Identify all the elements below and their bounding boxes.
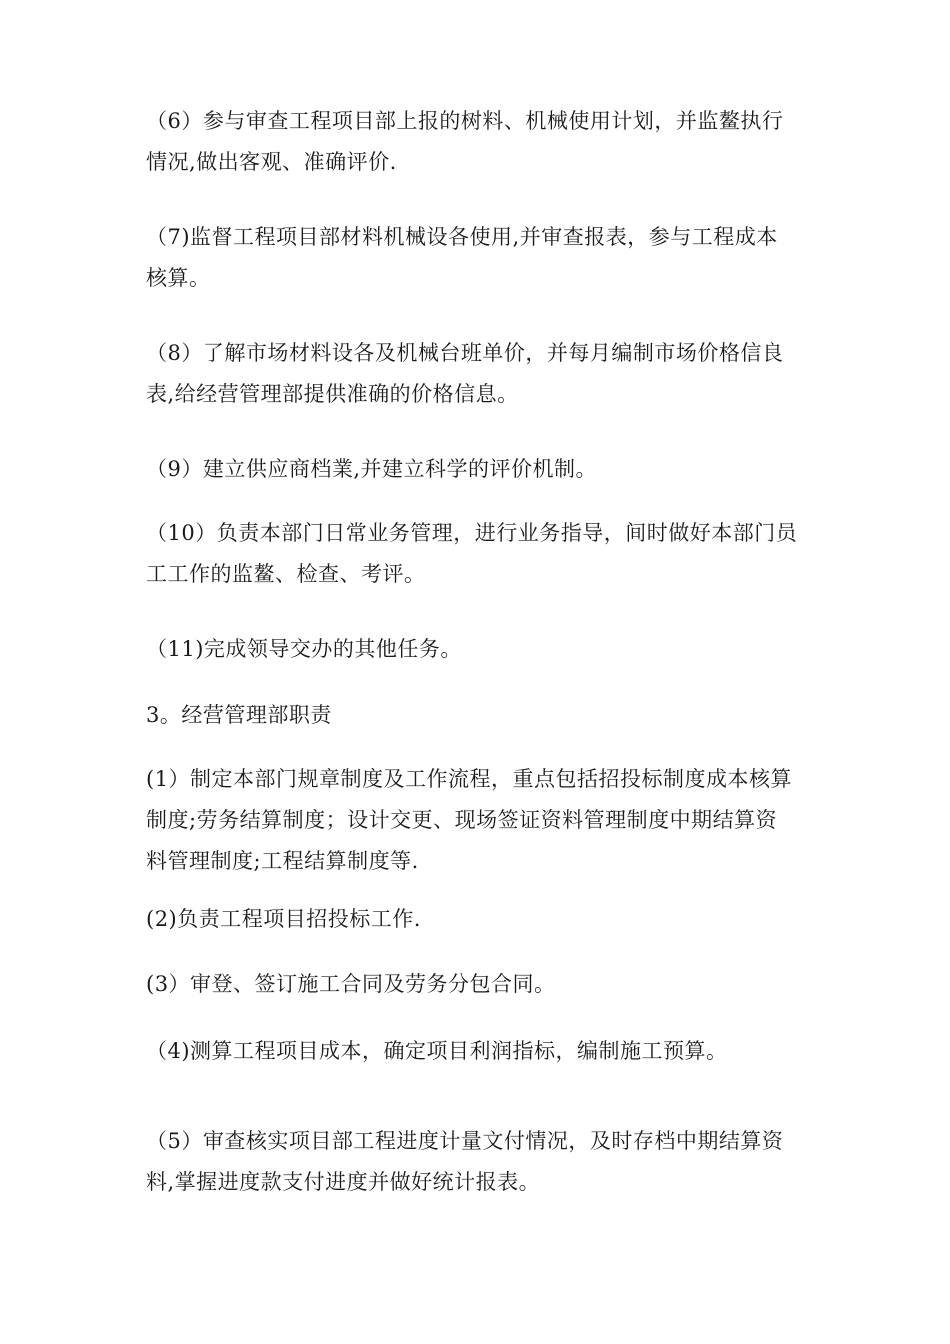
text-line: 核算。 — [146, 266, 211, 290]
section-heading — [146, 695, 818, 736]
paragraph-section3-item-2 — [146, 899, 818, 940]
text-line: 料管理制度;工程结算制度等. — [146, 849, 419, 873]
text-line: （7)监督工程项目部材料机械设各使用,并审查报表，参与工程成本 — [146, 225, 778, 249]
paragraph-item-10 — [146, 513, 818, 595]
paragraph-item-7 — [146, 217, 818, 299]
paragraph-section3-item-5 — [146, 1121, 818, 1203]
text-line: （9）建立供应商档業,并建立科学的评价机制。 — [146, 457, 598, 481]
text-line: （4)测算工程项目成本，确定项目利润指标，编制施工预算。 — [146, 1039, 728, 1063]
text-line: (3）审登、签订施工合同及劳务分包合同。 — [146, 972, 556, 996]
section-title: 3。经营管理部职责 — [146, 703, 332, 727]
paragraph-item-8 — [146, 333, 818, 415]
paragraph-section3-item-1 — [146, 759, 818, 882]
paragraph-section3-item-4 — [146, 1031, 818, 1072]
paragraph-item-6 — [146, 101, 818, 183]
text-line: （10）负责本部门日常业务管理，进行业务指导，间时做好本部门员 — [146, 521, 798, 545]
text-line: （11)完成领导交办的其他任务。 — [146, 637, 462, 661]
text-line: （8）了解市场材料设各及机械台班单价，并每月编制市场价格信良 — [146, 341, 784, 365]
text-line: 制度;劳务结算制度；设计交更、现场签证资料管理制度中期结算资 — [146, 808, 778, 832]
text-line: 表,给经营管理部提供准确的价格信息。 — [146, 382, 519, 406]
text-line: (2)负责工程项目招投标工作. — [146, 907, 421, 931]
text-line: （5）审查核实项目部工程进度计量文付情况，及时存档中期结算资 — [146, 1129, 784, 1153]
text-line: 情况,做出客观、准确评价. — [146, 150, 397, 174]
paragraph-item-9 — [146, 449, 818, 490]
text-line: (1）制定本部门规章制度及工作流程，重点包括招投标制度成本核算 — [146, 767, 793, 791]
paragraph-section3-item-3 — [146, 964, 818, 1005]
text-line: 料,掌握进度款支付进度并做好统计报表。 — [146, 1170, 541, 1194]
text-line: （6）参与审查工程项目部上报的树料、机械使用计划，并监鳌执行 — [146, 109, 784, 133]
paragraph-item-11 — [146, 629, 818, 670]
text-line: 工工作的监鳌、检查、考评。 — [146, 562, 426, 586]
